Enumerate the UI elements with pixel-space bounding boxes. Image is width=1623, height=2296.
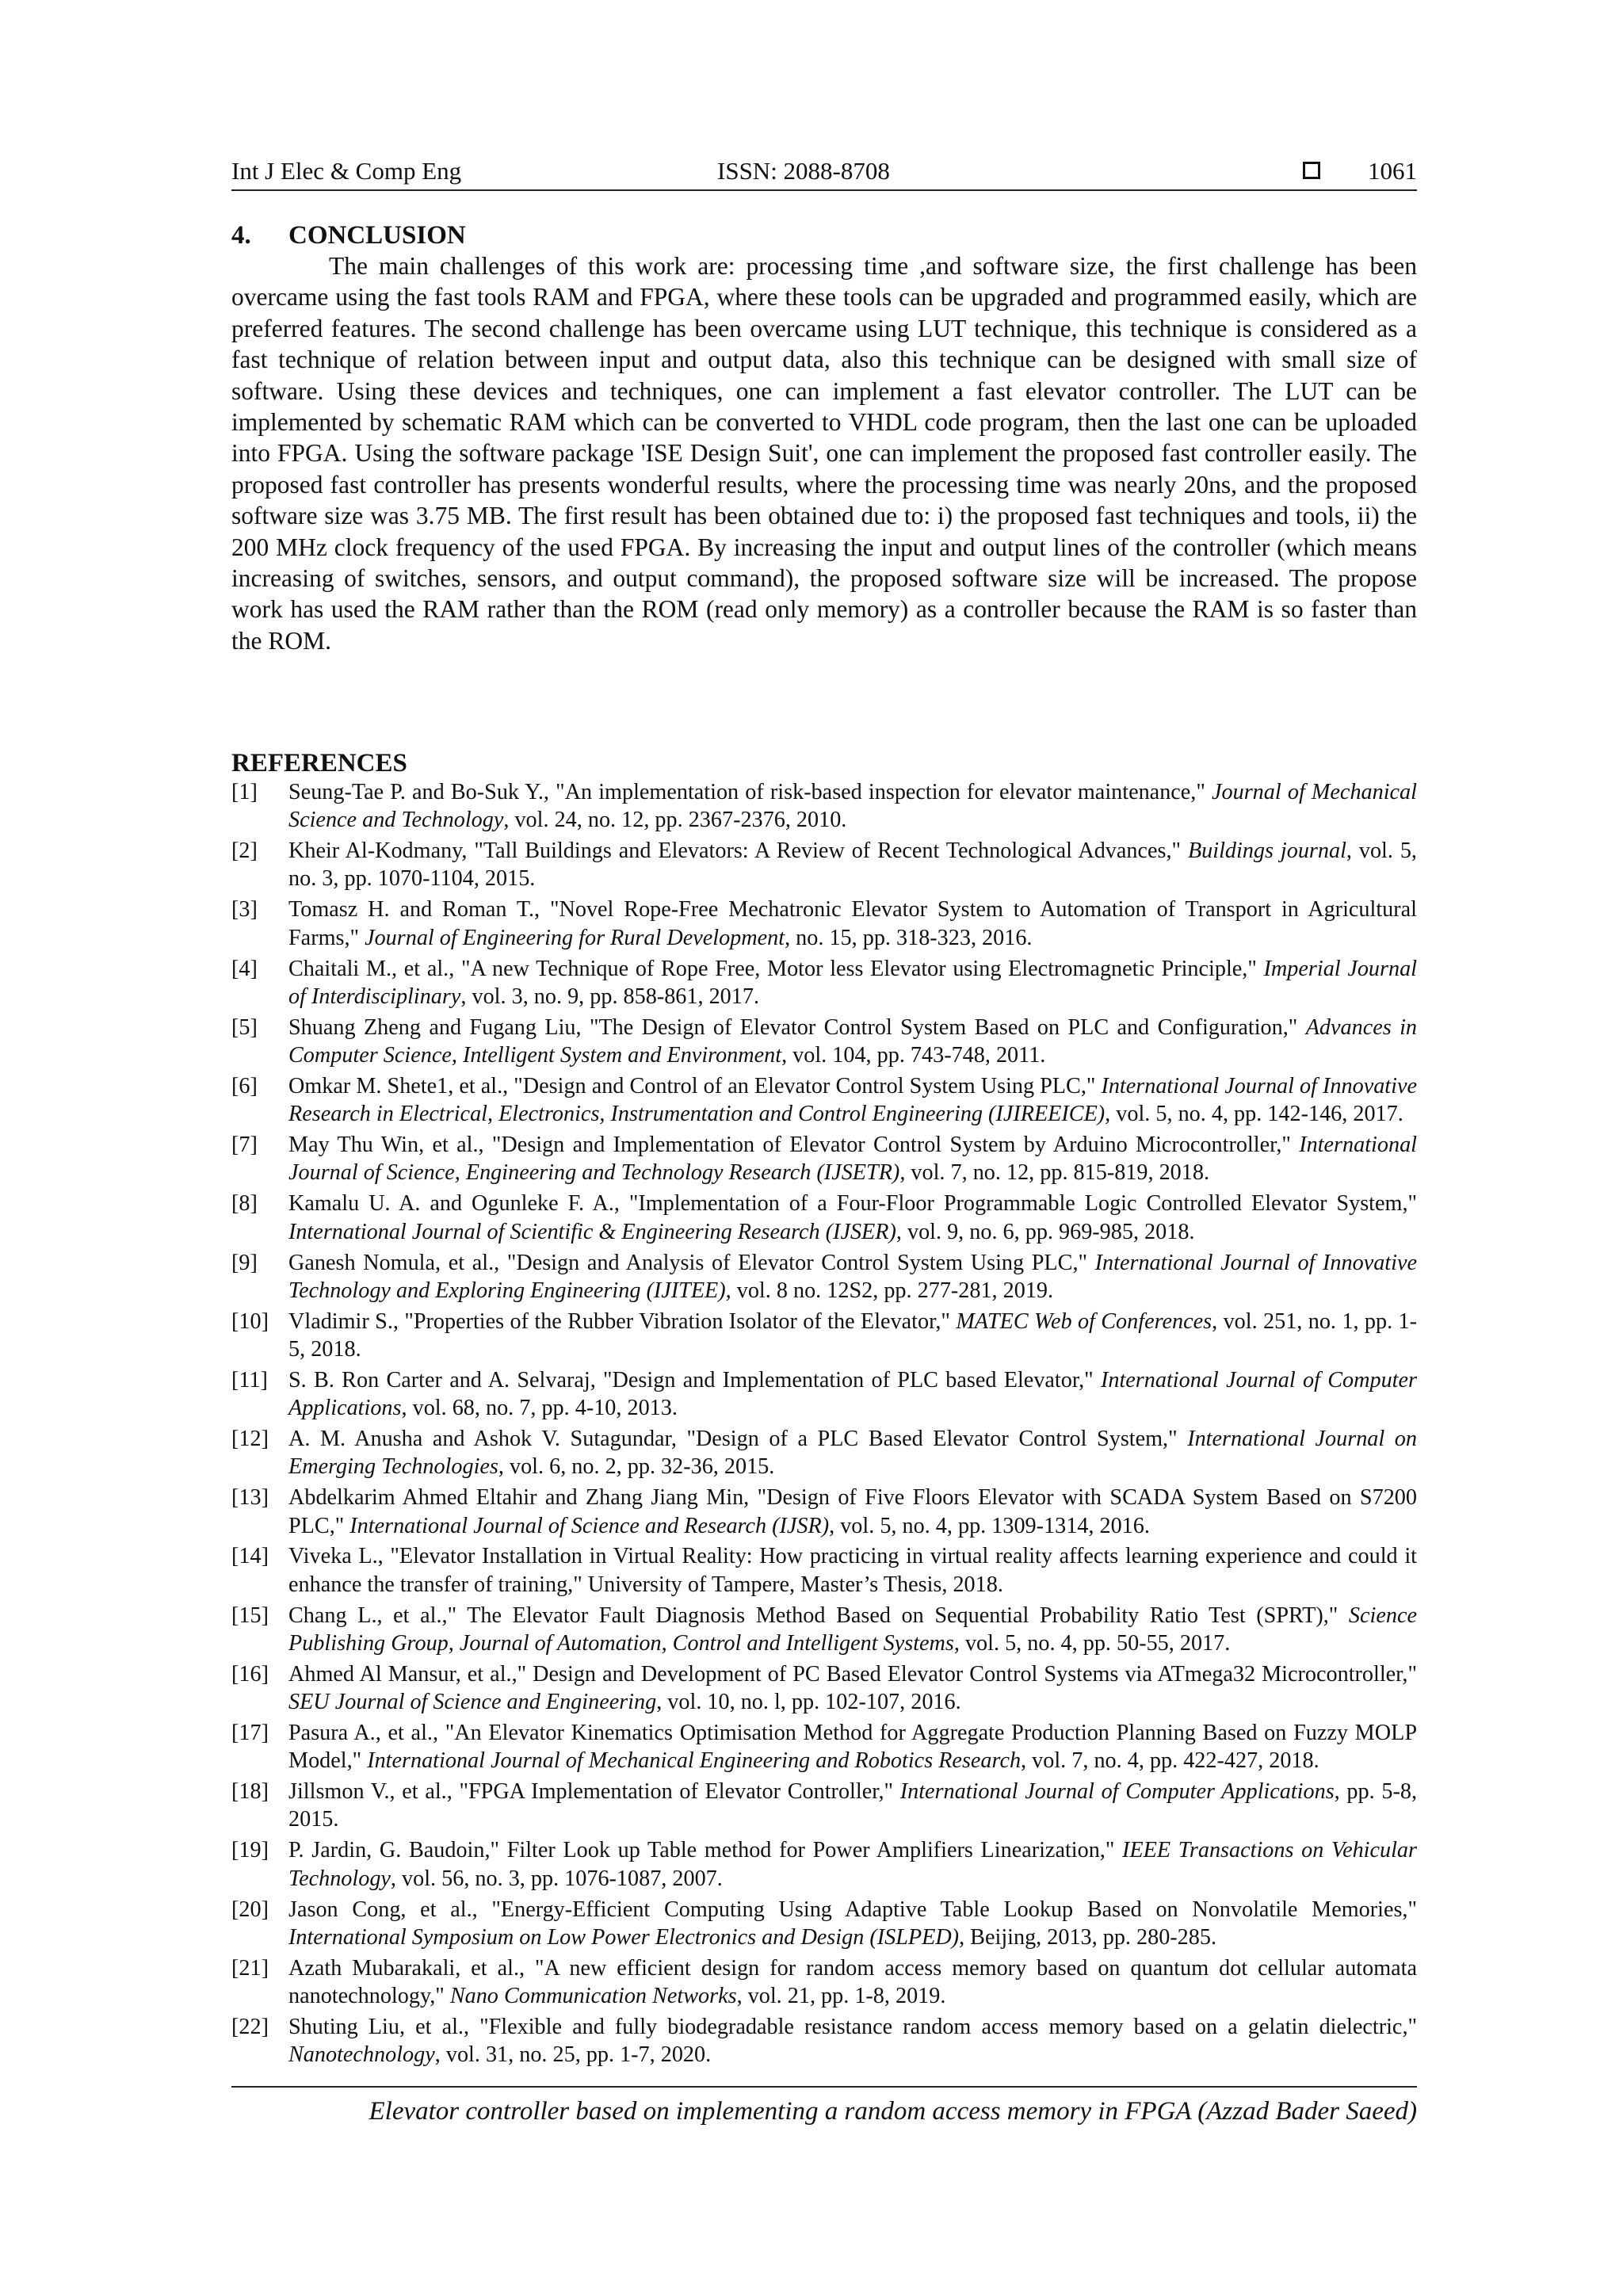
reference-details: , vol. 24, no. 12, pp. 2367-2376, 2010.	[503, 808, 847, 833]
reference-number: [1]	[231, 780, 258, 804]
reference-number: [19]	[231, 1838, 269, 1863]
reference-number: [5]	[231, 1014, 258, 1040]
reference-text: Ahmed Al Mansur, et al.," Design and Development of PC Based Elevator Control Systems via ATmega32 Microcontroller,"	[288, 1661, 1417, 1687]
reference-text: Jillsmon V., et al., "FPGA Implementation of Elevator Controller,"	[288, 1779, 900, 1805]
reference-text: Jason Cong, et al., "Energy-Efficient Computing Using Adaptive Table Lookup Based on Nonvolatile Memories,"	[288, 1897, 1417, 1922]
reference-details: , pp. 5-8, 2015.	[288, 1779, 1417, 1832]
reference-item	[231, 955, 1417, 1011]
reference-number: [14]	[231, 1544, 269, 1569]
reference-text: Vladimir S., "Properties of the Rubber Vibration Isolator of the Elevator,"	[288, 1308, 957, 1334]
reference-item	[231, 1602, 1417, 1658]
reference-venue: International Journal of Science, Engineering and Technology Research (IJSETR)	[288, 1133, 1417, 1186]
reference-text: P. Jardin, G. Baudoin," Filter Look up Table method for Power Amplifiers Linearization,"	[288, 1838, 1123, 1863]
reference-text: Abdelkarim Ahmed Eltahir and Zhang Jiang Min, "Design of Five Floors Elevator with SCADA System Based on S7200 PLC,"	[288, 1485, 1417, 1538]
reference-number: [9]	[231, 1250, 258, 1275]
reference-number: [21]	[231, 1955, 269, 1981]
reference-number: [13]	[231, 1485, 269, 1511]
running-footer	[231, 2086, 1417, 2129]
reference-item	[231, 2013, 1417, 2069]
reference-details: , vol. 5, no. 4, pp. 50-55, 2017.	[953, 1630, 1231, 1656]
references-heading: REFERENCES	[231, 749, 407, 777]
reference-item	[231, 1836, 1417, 1893]
footer-title: Elevator controller based on implementing a random access memory in FPGA (Azzad Bader Saeed)	[369, 2097, 1417, 2126]
reference-details: , vol. 68, no. 7, pp. 4-10, 2013.	[401, 1396, 678, 1421]
reference-details: , vol. 104, pp. 743-748, 2011.	[781, 1043, 1046, 1068]
reference-venue: International Journal of Innovative Research in Electrical, Electronics, Instrumentation and Control Engineering (IJIREEICE),	[288, 1073, 1417, 1127]
reference-item	[231, 1778, 1417, 1834]
reference-number: [8]	[231, 1191, 258, 1217]
reference-details: , vol. 5, no. 4, pp. 1309-1314, 2016.	[829, 1513, 1150, 1538]
reference-venue: MATEC Web of Conferences	[956, 1308, 1212, 1334]
reference-item	[231, 1484, 1417, 1540]
reference-item	[231, 1366, 1417, 1423]
reference-item	[231, 778, 1417, 835]
reference-number: [12]	[231, 1427, 269, 1452]
reference-item	[231, 1954, 1417, 2011]
reference-details: , Beijing, 2013, pp. 280-285.	[959, 1924, 1217, 1950]
section-heading-conclusion	[231, 220, 466, 251]
reference-number: [18]	[231, 1779, 269, 1805]
reference-text: A. M. Anusha and Ashok V. Sutagundar, "Design of a PLC Based Elevator Control System,"	[288, 1427, 1188, 1452]
reference-item	[231, 1308, 1417, 1364]
reference-item	[231, 1425, 1417, 1481]
reference-number: [2]	[231, 839, 258, 864]
reference-text: Shuang Zheng and Fugang Liu, "The Design of Elevator Control System Based on PLC and Configuration,"	[288, 1014, 1306, 1040]
reference-number: [20]	[231, 1897, 269, 1922]
reference-venue: International Journal of Innovative Technology and Exploring Engineering (IJITEE),	[288, 1250, 1417, 1303]
reference-venue: International Journal of Computer Applications	[288, 1367, 1417, 1421]
reference-item	[231, 1249, 1417, 1305]
reference-venue: IEEE Transactions on Vehicular Technology	[288, 1838, 1417, 1891]
reference-text: Omkar M. Shete1, et al., "Design and Control of an Elevator Control System Using PLC,"	[288, 1073, 1102, 1098]
section-number: 4.	[231, 221, 251, 250]
reference-details: , no. 15, pp. 318-323, 2016.	[785, 925, 1033, 950]
reference-venue: Journal of Mechanical Science and Technology	[288, 780, 1417, 833]
reference-item	[231, 1014, 1417, 1070]
section-title: CONCLUSION	[288, 221, 466, 250]
journal-name: Int J Elec & Comp Eng	[231, 157, 462, 185]
reference-details: , vol. 7, no. 4, pp. 422-427, 2018.	[1021, 1748, 1319, 1774]
reference-details: , vol. 6, no. 2, pp. 32-36, 2015.	[498, 1454, 775, 1480]
reference-venue: Buildings journal	[1187, 839, 1346, 864]
reference-text: Viveka L., "Elevator Installation in Virtual Reality: How practicing in virtual reality affects learning experience and could it enhance the transfer of training," University of Tampere, Master’s Thesis, 2018.	[288, 1544, 1417, 1597]
reference-item	[231, 837, 1417, 893]
reference-details: , vol. 56, no. 3, pp. 1076-1087, 2007.	[390, 1866, 723, 1891]
reference-venue: International Journal of Science and Research (IJSR)	[349, 1513, 830, 1538]
reference-details: vol. 8 no. 12S2, pp. 277-281, 2019.	[731, 1278, 1054, 1303]
reference-item	[231, 1190, 1417, 1246]
reference-item	[231, 1660, 1417, 1717]
reference-venue: Nano Communication Networks	[449, 1984, 737, 2009]
reference-text: Pasura A., et al., "An Elevator Kinematics Optimisation Method for Aggregate Production Planning Based on Fuzzy MOLP Model,"	[288, 1721, 1417, 1774]
reference-venue: International Journal on Emerging Technologies	[288, 1427, 1417, 1480]
issn: ISSN: 2088-8708	[717, 157, 890, 185]
reference-details: , vol. 251, no. 1, pp. 1-5, 2018.	[288, 1308, 1418, 1362]
reference-number: [15]	[231, 1603, 269, 1628]
reference-text: Tomasz H. and Roman T., "Novel Rope-Free Mechatronic Elevator System to Automation of Transport in Agricultural Farms,"	[288, 897, 1417, 950]
reference-item	[231, 1542, 1417, 1599]
reference-venue: Science Publishing Group, Journal of Automation, Control and Intelligent Systems	[288, 1603, 1417, 1656]
reference-number: [4]	[231, 956, 258, 981]
reference-text: Chaitali M., et al., "A new Technique of Rope Free, Motor less Elevator using Electromagnetic Principle,"	[288, 956, 1264, 981]
reference-details: , vol. 5, no. 3, pp. 1070-1104, 2015.	[288, 839, 1417, 892]
reference-venue: International Journal of Computer Applications	[899, 1779, 1335, 1805]
reference-list	[231, 778, 1417, 2072]
reference-venue: International Journal of Mechanical Engineering and Robotics Research	[367, 1748, 1022, 1774]
reference-details: , vol. 21, pp. 1-8, 2019.	[736, 1984, 946, 2009]
reference-item	[231, 896, 1417, 952]
reference-text: Kamalu U. A. and Ogunleke F. A., "Implementation of a Four-Floor Programmable Logic Controlled Elevator System,"	[288, 1191, 1417, 1217]
reference-number: [10]	[231, 1308, 269, 1334]
reference-text: Seung-Tae P. and Bo-Suk Y., "An implementation of risk-based inspection for elevator maintenance,"	[288, 780, 1212, 804]
reference-number: [7]	[231, 1133, 258, 1158]
reference-number: [3]	[231, 897, 258, 923]
reference-details: , vol. 10, no. l, pp. 102-107, 2016.	[656, 1690, 961, 1715]
reference-number: [17]	[231, 1721, 269, 1745]
reference-details: , vol. 31, no. 25, pp. 1-7, 2020.	[434, 2042, 712, 2068]
reference-venue: International Journal of Scientific & Engineering Research (IJSER)	[288, 1219, 896, 1244]
reference-venue: International Symposium on Low Power Electronics and Design (ISLPED)	[288, 1924, 960, 1950]
reference-details: vol. 5, no. 4, pp. 142-146, 2017.	[1110, 1102, 1403, 1127]
reference-item	[231, 1896, 1417, 1952]
reference-text: Kheir Al-Kodmany, "Tall Buildings and Elevators: A Review of Recent Technological Advances,"	[288, 839, 1188, 864]
reference-details: , vol. 9, no. 6, pp. 969-985, 2018.	[896, 1219, 1195, 1244]
reference-item	[231, 1131, 1417, 1187]
running-header	[231, 153, 1417, 191]
reference-venue: Advances in Computer Science, Intelligent System and Environment	[288, 1014, 1418, 1068]
reference-text: Ganesh Nomula, et al., "Design and Analysis of Elevator Control System Using PLC,"	[288, 1250, 1095, 1275]
reference-details: , vol. 3, no. 9, pp. 858-861, 2017.	[460, 984, 759, 1009]
reference-item	[231, 1072, 1417, 1129]
reference-text: S. B. Ron Carter and A. Selvaraj, "Design and Implementation of PLC based Elevator,"	[288, 1367, 1101, 1392]
reference-text: Shuting Liu, et al., "Flexible and fully biodegradable resistance random access memory based on a gelatin dielectric,"	[288, 2014, 1417, 2039]
reference-number: [6]	[231, 1073, 258, 1098]
conclusion-paragraph: The main challenges of this work are: processing time ,and software size, the first challenge has been overcame using the fast tools RAM and FPGA, where these tools can be upgraded and programmed easily, which are preferred features. The second challenge has been overcame using LUT technique, this technique is considered as a fast technique of relation between input and output data, also this technique can be designed with small size of software. Using these devices and techniques, one can implement a fast elevator controller. The LUT can be implemented by schematic RAM which can be converted to VHDL code program, then the last one can be uploaded into FPGA. Using the software package 'ISE Design Suit', one can implement the proposed fast controller easily. The proposed fast controller has presents wonderful results, where the processing time was nearly 20ns, and the proposed software size was 3.75 MB. The first result has been obtained due to: i) the proposed fast techniques and tools, ii) the 200 MHz clock frequency of the used FPGA. By increasing the input and output lines of the controller (which means increasing of switches, sensors, and output command), the proposed software size will be increased. The propose work has used the RAM rather than the ROM (read only memory) as a controller because the RAM is so faster than the ROM.	[231, 252, 1417, 655]
reference-venue: Nanotechnology	[288, 2042, 435, 2068]
reference-text: May Thu Win, et al., "Design and Implementation of Elevator Control System by Arduino Microcontroller,"	[288, 1133, 1300, 1158]
reference-venue: Journal of Engineering for Rural Development	[365, 925, 785, 950]
checkbox-square-icon	[1303, 162, 1320, 179]
reference-number: [16]	[231, 1661, 269, 1687]
reference-venue: SEU Journal of Science and Engineering	[288, 1690, 657, 1715]
reference-number: [22]	[231, 2014, 269, 2039]
reference-venue: Imperial Journal of Interdisciplinary	[288, 956, 1418, 1009]
reference-item	[231, 1719, 1417, 1775]
reference-details: , vol. 7, no. 12, pp. 815-819, 2018.	[899, 1160, 1210, 1186]
reference-text: Azath Mubarakali, et al., "A new efficient design for random access memory based on quantum dot cellular automata nanotechnology,"	[288, 1955, 1417, 2009]
reference-text: Chang L., et al.," The Elevator Fault Diagnosis Method Based on Sequential Probability Ratio Test (SPRT),"	[288, 1603, 1349, 1628]
reference-number: [11]	[231, 1367, 268, 1392]
page-number: 1061	[1368, 157, 1417, 185]
